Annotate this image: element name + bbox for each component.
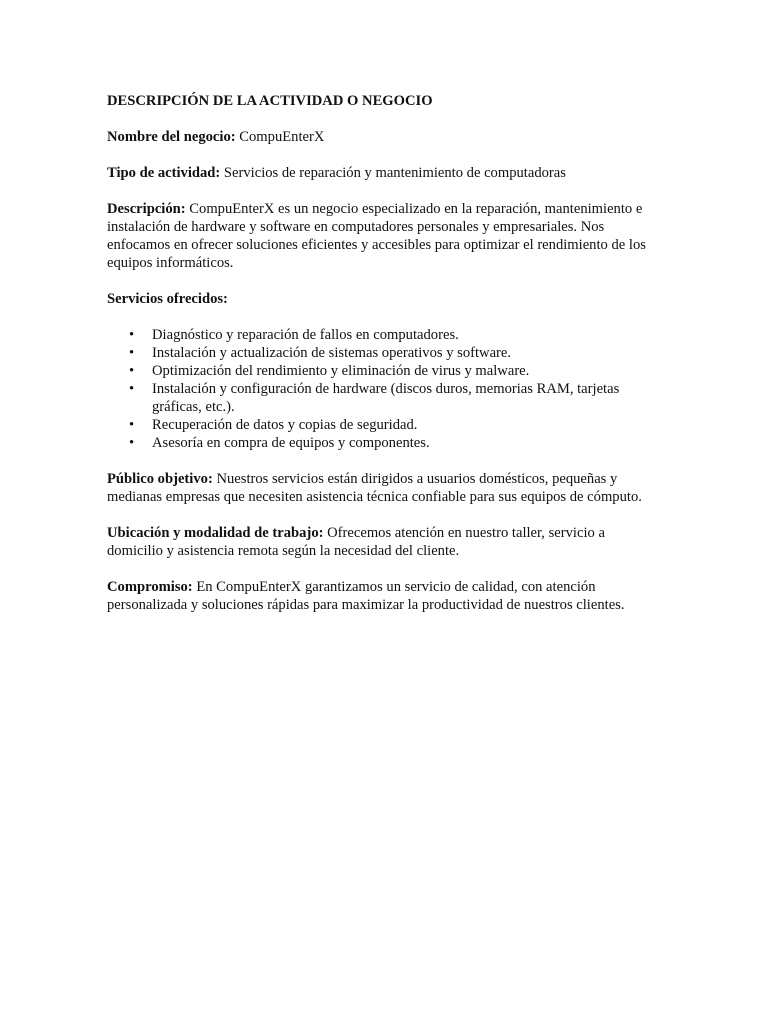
service-item-text: Recuperación de datos y copias de seguridad. bbox=[152, 417, 418, 433]
services-heading: Servicios ofrecidos: bbox=[107, 291, 228, 307]
bullet-icon: • bbox=[129, 381, 135, 397]
document-page bbox=[107, 92, 655, 632]
activity-type-value: Servicios de reparación y mantenimiento de computadoras bbox=[220, 165, 566, 181]
activity-type-paragraph bbox=[107, 164, 655, 182]
bullet-icon: • bbox=[129, 363, 135, 379]
service-item-text: Optimización del rendimiento y eliminación de virus y malware. bbox=[152, 363, 530, 379]
business-name-label: Nombre del negocio: bbox=[107, 129, 236, 145]
service-item-text: Diagnóstico y reparación de fallos en computadores. bbox=[152, 327, 459, 343]
description-value: CompuEnterX es un negocio especializado en la reparación, mantenimiento e instalación de hardware y software en computadores personales y empresariales. Nos enfocamos en ofrecer soluciones eficientes y accesibles para optimizar el rendimiento de los equipos informáticos. bbox=[107, 201, 646, 271]
bullet-icon: • bbox=[129, 327, 135, 343]
commitment-label: Compromiso: bbox=[107, 579, 193, 595]
location-label: Ubicación y modalidad de trabajo: bbox=[107, 525, 324, 541]
list-item bbox=[129, 380, 655, 416]
target-audience-label: Público objetivo: bbox=[107, 471, 213, 487]
business-name-paragraph bbox=[107, 128, 655, 146]
bullet-icon: • bbox=[129, 435, 135, 451]
services-list bbox=[107, 326, 655, 452]
description-paragraph bbox=[107, 200, 655, 272]
business-name-value: CompuEnterX bbox=[235, 129, 325, 145]
description-label: Descripción: bbox=[107, 201, 186, 217]
service-item-text: Instalación y actualización de sistemas operativos y software. bbox=[152, 345, 512, 361]
list-item bbox=[129, 362, 655, 380]
document-title: DESCRIPCIÓN DE LA ACTIVIDAD O NEGOCIO bbox=[107, 93, 433, 109]
list-item bbox=[129, 416, 655, 434]
list-item bbox=[129, 434, 655, 452]
commitment-value: En CompuEnterX garantizamos un servicio de calidad, con atención personalizada y soluciones rápidas para maximizar la productividad de nuestros clientes. bbox=[107, 579, 625, 613]
target-audience-value: Nuestros servicios están dirigidos a usuarios domésticos, pequeñas y medianas empresas que necesiten asistencia técnica confiable para sus equipos de cómputo. bbox=[107, 471, 642, 505]
list-item bbox=[129, 344, 655, 362]
commitment-paragraph bbox=[107, 578, 655, 614]
target-audience-paragraph bbox=[107, 470, 655, 506]
list-item bbox=[129, 326, 655, 344]
location-value: Ofrecemos atención en nuestro taller, servicio a domicilio y asistencia remota según la necesidad del cliente. bbox=[107, 525, 605, 559]
location-paragraph bbox=[107, 524, 655, 560]
service-item-text: Instalación y configuración de hardware (discos duros, memorias RAM, tarjetas gráficas, etc.). bbox=[152, 381, 620, 415]
activity-type-label: Tipo de actividad: bbox=[107, 165, 221, 181]
bullet-icon: • bbox=[129, 417, 135, 433]
bullet-icon: • bbox=[129, 345, 135, 361]
service-item-text: Asesoría en compra de equipos y componentes. bbox=[152, 435, 430, 451]
